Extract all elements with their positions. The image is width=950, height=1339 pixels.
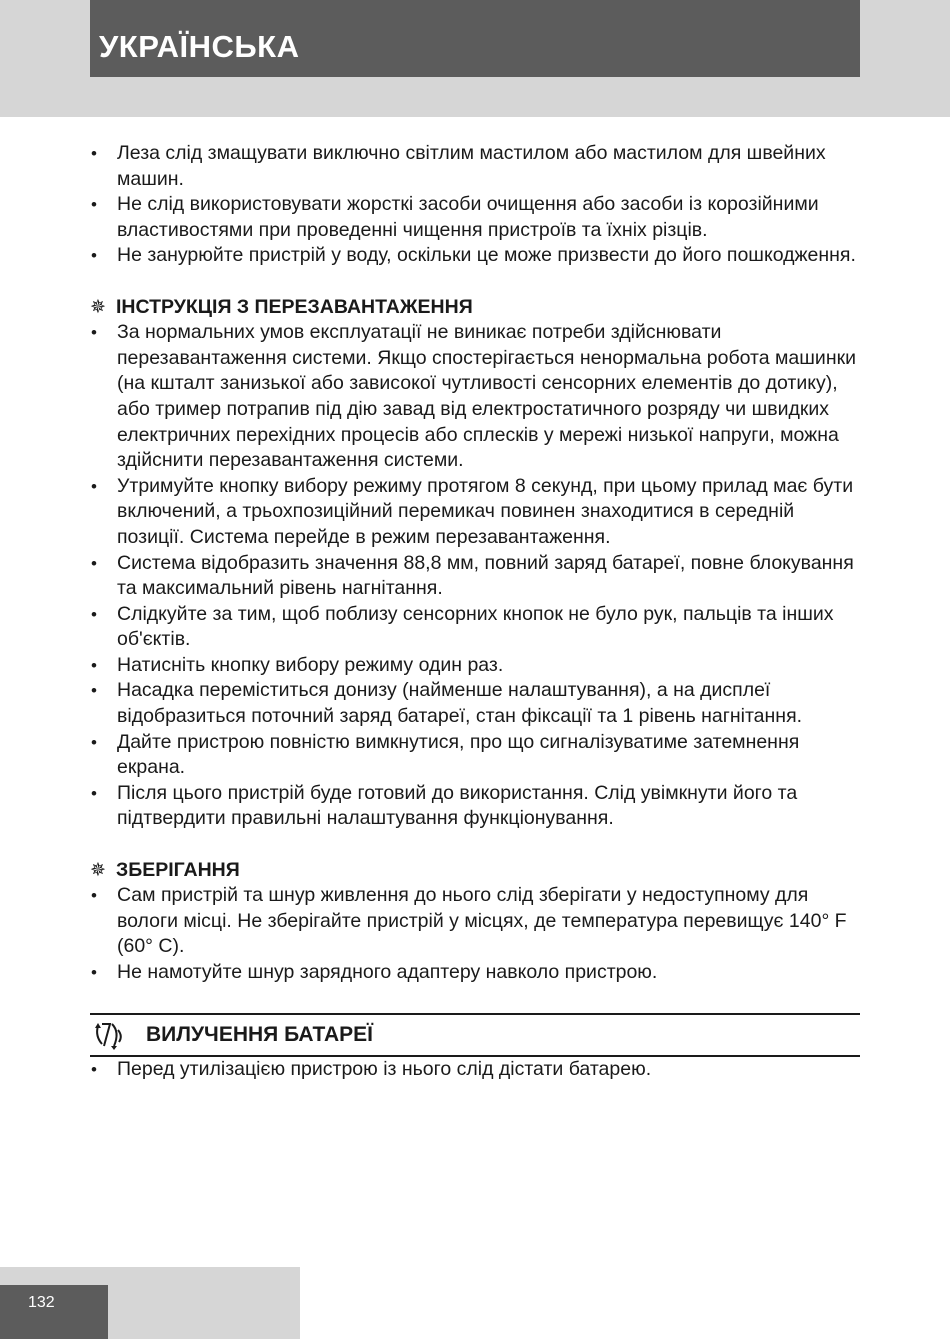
list-item: • Не намотуйте шнур зарядного адаптеру навколо пристрою. — [90, 960, 860, 986]
reset-list — [90, 320, 860, 832]
gear-icon: ✵ — [90, 859, 106, 881]
list-item: • Насадка переміститься донизу (найменше налаштування), а на дисплеї відобразиться поточний заряд батареї, стан фіксації та 1 рівень нагнітання. — [90, 678, 860, 729]
reset-section-title — [90, 295, 860, 321]
storage-title-text: ЗБЕРІГАННЯ — [116, 858, 240, 881]
list-item: • Не занурюйте пристрій у воду, оскільки це може призвести до його пошкодження. — [90, 243, 860, 269]
intro-list — [90, 141, 860, 269]
battery-list — [90, 1057, 860, 1083]
list-item: • Слідкуйте за тим, щоб поблизу сенсорних кнопок не було рук, пальців та інших об'єктів. — [90, 602, 860, 653]
list-item: • Не слід використовувати жорсткі засоби очищення або засоби із корозійними властивостями при проведенні чищення пристроїв та їхніх різців. — [90, 192, 860, 243]
list-item: • Утримуйте кнопку вибору режиму протягом 8 секунд, при цьому прилад має бути включений, а трьохпозиційний перемикач повинен знаходитися в середній позиції. Система перейде в режим перезавантаження. — [90, 474, 860, 551]
page-content — [90, 141, 860, 1082]
gear-icon: ✵ — [90, 296, 106, 318]
list-item: • Система відобразить значення 88,8 мм, повний заряд батареї, повне блокування та максимальний рівень нагнітання. — [90, 551, 860, 602]
list-item: • Перед утилізацією пристрою із нього слід дістати батарею. — [90, 1057, 860, 1083]
battery-section-header — [90, 1013, 860, 1057]
list-item: • За нормальних умов експлуатації не виникає потреби здійснювати перезавантаження системи. Якщо спостерігається ненормальна робота машинки (на кшталт занизької або зависокої чутливості сенсорних елементів до дотику), або тример потрапив під дію завад від електростатичного розряду чи швидких електричних перехідних процесів або сплесків у мережі низької напруги, можна здійснити перезавантаження системи. — [90, 320, 860, 474]
reset-title-text: ІНСТРУКЦІЯ З ПЕРЕЗАВАНТАЖЕННЯ — [116, 295, 473, 318]
storage-list — [90, 883, 860, 985]
page-number: 132 — [0, 1285, 108, 1339]
language-header: УКРАЇНСЬКА — [90, 0, 860, 77]
list-item: • Сам пристрій та шнур живлення до нього слід зберігати у недоступному для вологи місці. Не зберігайте пристрій у місцях, де температура перевищує 140° F (60° C). — [90, 883, 860, 960]
list-item: • Після цього пристрій буде готовий до використання. Слід увімкнути його та підтвердити правильні налаштування функціонування. — [90, 781, 860, 832]
list-item: • Дайте пристрою повністю вимкнутися, про що сигналізуватиме затемнення екрана. — [90, 730, 860, 781]
list-item: • Леза слід змащувати виключно світлим мастилом або мастилом для швейних машин. — [90, 141, 860, 192]
recycle-icon — [92, 1020, 126, 1050]
storage-section-title — [90, 858, 860, 884]
list-item: • Натисніть кнопку вибору режиму один раз. — [90, 653, 860, 679]
battery-title-text: ВИЛУЧЕННЯ БАТАРЕЇ — [146, 1022, 373, 1046]
